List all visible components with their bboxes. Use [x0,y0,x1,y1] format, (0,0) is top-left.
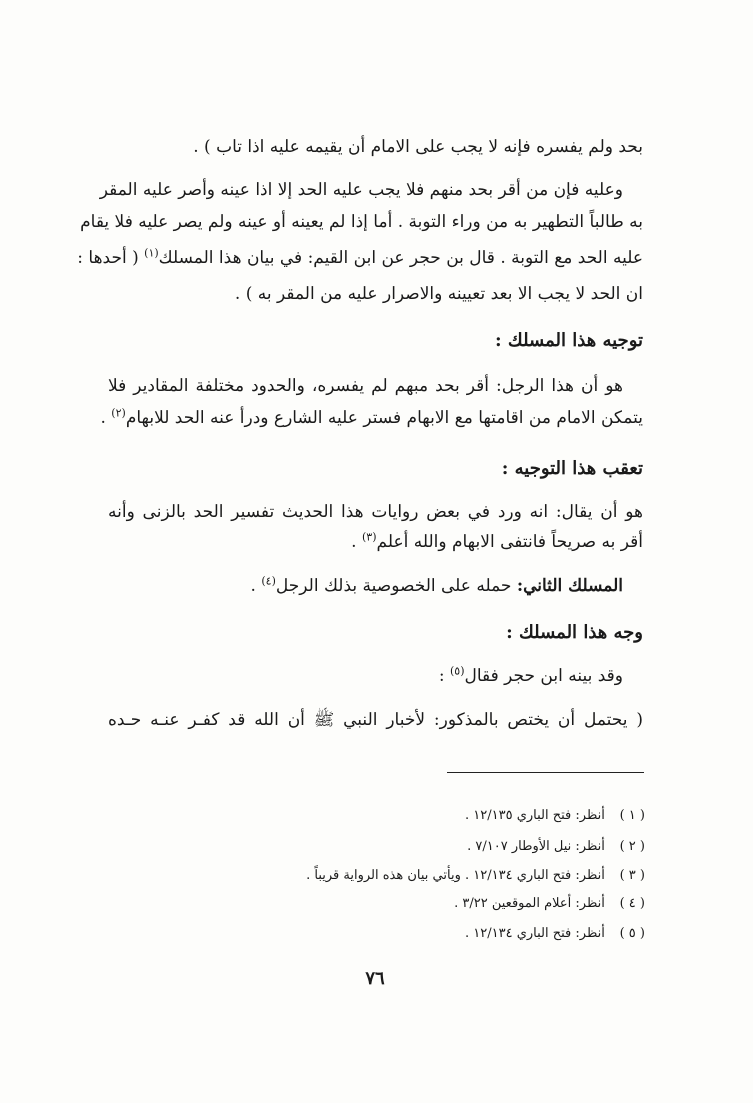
text-line-6: هو أن هذا الرجل: أقر بحد مبهم لم يفسره، والحدود مختلفة المقادير فلا [108,376,623,396]
section-heading-1: توجيه هذا المسلك : [495,330,643,351]
footnote-ref-2[interactable]: (٢) [111,406,126,420]
footnote-1: ( ١ ) أنظر: فتح الباري ١٢/١٣٥ . [465,808,645,823]
footnote-ref-3[interactable]: (٣) [361,530,377,544]
footnote-ref-5[interactable]: (٥) [449,664,465,678]
text-line-1: بحد ولم يفسره فإنه لا يجب على الامام أن يقيمه عليه اذا تاب ) . [193,137,643,157]
footnote-number: ( ٥ ) [619,926,645,941]
footnote-2: ( ٢ ) أنظر: نيل الأوطار ٧/١٠٧ . [467,839,645,854]
footnote-5: ( ٥ ) أنظر: فتح الباري ١٢/١٣٤ . [465,926,645,941]
text-line-5: ان الحد لا يجب الا بعد تعيينه والاصرار عليه من المقر به ) . [234,284,643,304]
footnote-number: ( ٣ ) [619,868,645,883]
text-line-10: المسلك الثاني: حمله على الخصوصية بذلك الرجل$^{(٤)}$ . [250,574,623,596]
footnote-number: ( ٢ ) [619,839,645,854]
footnote-ref-4[interactable]: (٤) [261,574,276,588]
text-line-7: يتمكن الامام من اقامتها مع الابهام فستر عليه الشارع ودرأ عنه الحد للابهام$^{(٢)}$ . [100,406,643,428]
section-heading-3: وجه هذا المسلك : [506,622,643,643]
text-line-9: أقر به صريحاً فانتفى الابهام والله أعلم$^{(٣)}$ . [351,530,643,552]
text-line-3: به طالباً التطهير به من وراء التوبة . أما إذا لم يعينه أو عينه ولم يصر عليه فلا يقام [80,212,643,232]
text-line-2: وعليه فإن من أقر بحد منهم فلا يجب عليه الحد إلا اذا عينه وأصر عليه المقر [99,180,623,200]
subsection-label: المسلك الثاني: [516,576,623,596]
footnote-ref-1[interactable]: (١) [144,246,159,260]
text-line-4: عليه الحد مع التوبة . قال بن حجر عن ابن القيم: في بيان هذا المسلك$^{(١)}$ ( أحدها : [77,246,643,268]
section-heading-2: تعقب هذا التوجيه : [501,458,643,479]
footnote-number: ( ١ ) [619,808,645,823]
footnote-3: ( ٣ ) أنظر: فتح الباري ١٢/١٣٤ . ويأتي بيان هذه الرواية قريباً . [306,868,645,883]
text-line-11: وقد بينه ابن حجر فقال$^{(٥)}$ : [438,664,623,686]
footnote-divider [447,772,644,773]
text-line-8: هو أن يقال: انه ورد في بعض روايات هذا الحديث تفسير الحد بالزنى وأنه [108,502,643,522]
footnote-number: ( ٤ ) [619,896,645,911]
text-line-12: ( يحتمل أن يختص بالمذكور: لأخبار النبي ﷺ أن الله قد كفـر عنـه حـده [108,710,643,730]
page-number: ٧٦ [365,968,385,989]
footnote-4: ( ٤ ) أنظر: أعلام الموقعين ٣/٢٢ . [454,896,645,911]
